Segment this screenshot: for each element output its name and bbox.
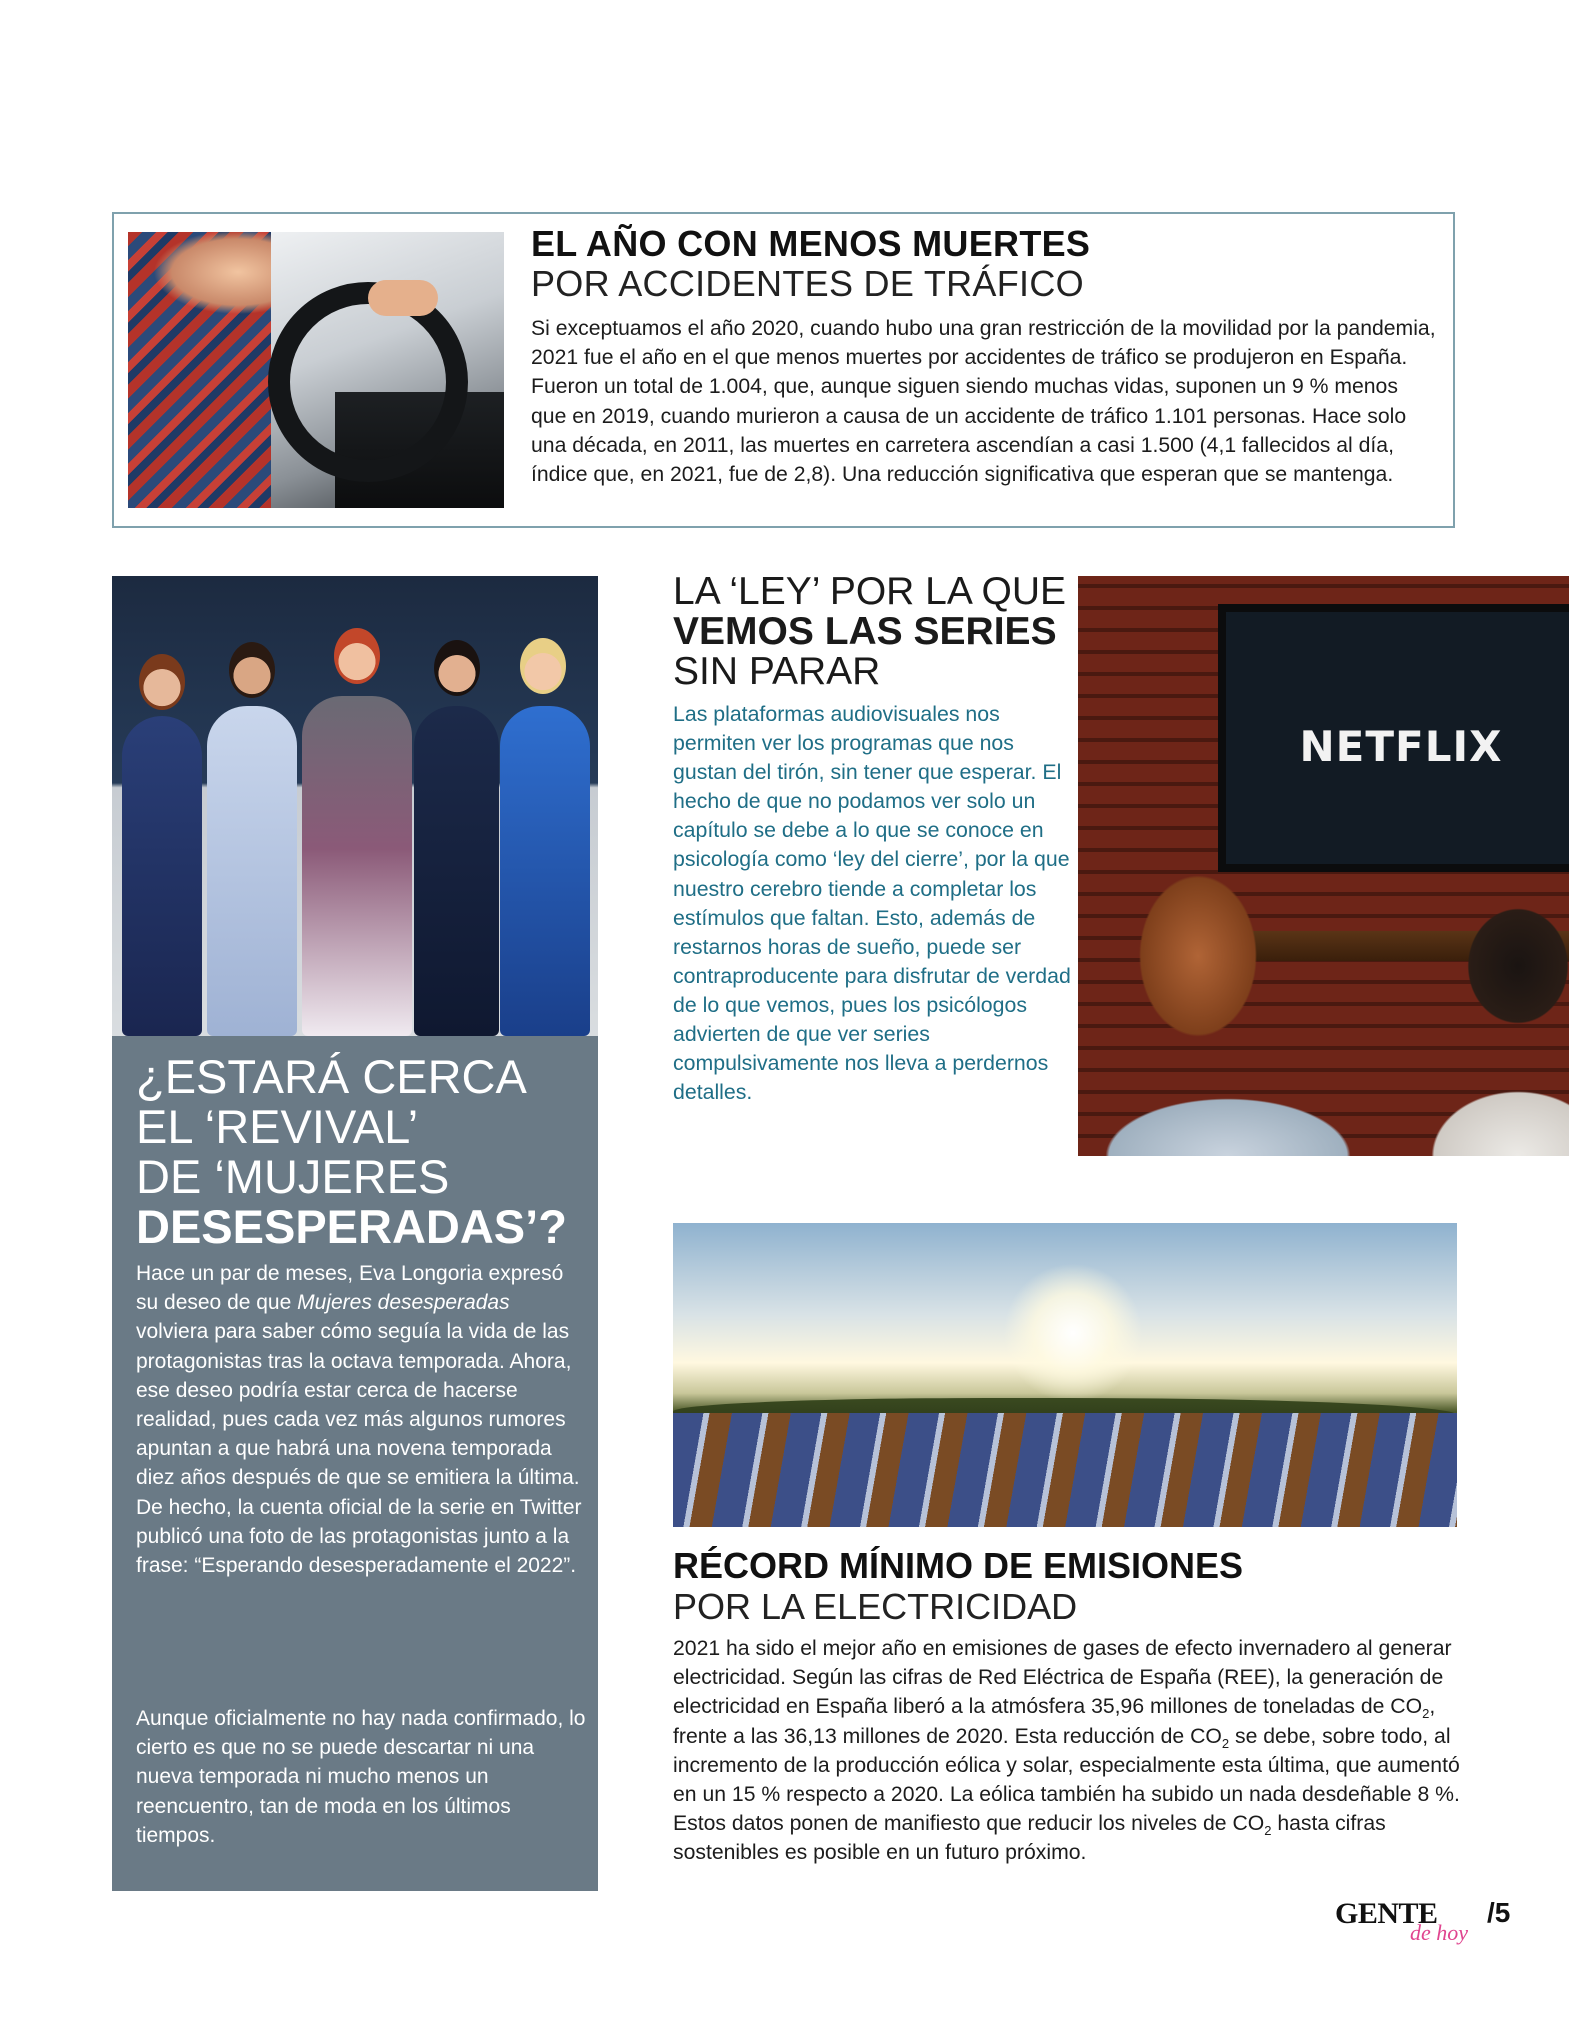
brand-script: de hoy [1410,1920,1469,1945]
revival-p1-before: Hace un par de meses, Eva Longoria expresó su deseo de que [136,1262,564,1315]
hand [368,280,438,316]
head-4 [434,640,480,696]
emissions-body-2: , frente a las 36,13 millones de 2020. Esta reducción de CO [673,1695,1436,1748]
emissions-body-1: 2021 ha sido el mejor año en emisiones de gases de efecto invernadero al generar electricidad. Según las cifras de Red Eléctrica de España (REE), la generación de electricidad en España liberó a la atmósfera 35,96 millones de toneladas de CO [673,1637,1452,1719]
gown-2 [207,706,297,1036]
gown-4 [414,706,499,1036]
solar-panels [673,1413,1457,1527]
co2-subscript: 2 [1422,1706,1430,1722]
series-title-part2: SIN PARAR [673,650,881,693]
series-title-part1: LA ‘LEY’ POR LA QUE [673,570,1067,613]
series-title-bold: VEMOS LAS SERIES [673,610,1057,653]
revival-title-bold: DESESPERADAS’? [136,1200,567,1253]
netflix-logo: NETFLIX [1299,722,1503,771]
co2-subscript: 2 [1264,1823,1272,1839]
gown-3 [302,696,412,1036]
solar-farm-photo [673,1223,1457,1527]
gown-1 [122,716,202,1036]
head-2 [229,642,275,698]
driver-photo [128,232,504,508]
emissions-title-light: POR LA ELECTRICIDAD [673,1586,1078,1627]
viewer-left [1078,826,1378,1156]
revival-p1-italic: Mujeres desesperadas [297,1291,510,1315]
traffic-title-bold: EL AÑO CON MENOS MUERTES [531,223,1091,264]
head-1 [139,654,185,710]
emissions-body [673,1634,1473,1868]
revival-paragraph-1 [136,1259,586,1580]
series-title [673,572,1093,692]
revival-title-line2: EL ‘REVIVAL’ [136,1100,419,1153]
brand-logo: GENTE [1335,1897,1438,1930]
revival-title [136,1052,586,1252]
page-number: /5 [1487,1897,1511,1928]
emissions-body-3: se debe, sobre todo, al incremento de la producción eólica y solar, especialmente esta última, que aumentó en un 15 % respecto a 2020. La eólica también ha subido un nada desdeñable 8 %. Estos datos ponen de manifiesto que reducir los niveles de CO [673,1724,1460,1836]
desperate-housewives-photo [112,576,598,1036]
co2-subscript: 2 [1221,1735,1230,1751]
traffic-body: Si exceptuamos el año 2020, cuando hubo una gran restricción de la movilidad por la pandemia, 2021 fue el año en el que menos muertes por accidentes de tráfico se produjeron en España. Fueron un total de 1.004, que, aunque siguen siendo muchas vidas, suponen un 9 % menos que en 2019, cuando murieron a causa de un accidente de tráfico 1.101 personas. Hace solo una década, en 2011, las muertes en carretera ascendían a casi 1.500 (4,1 fallecidos al día, índice que, en 2021, fue de 2,8). Una reducción significativa que esperan que se mantenga. [531,317,1436,487]
viewer-right [1408,876,1569,1156]
revival-p1-after: volviera para saber cómo seguía la vida de las protagonistas tras la octava temporada. Ahora, ese deseo podría estar cerca de hacerse realidad, pues cada vez más algunos rumores apuntan a que habrá una novena temporada diez años después de que se emitiera la última. De hecho, la cuenta oficial de la serie en Twitter publicó una foto de las protagonistas junto a la frase: “Esperando desesperadamente el 2022”. [136,1320,582,1578]
revival-title-line1: ¿ESTARÁ CERCA [136,1050,527,1103]
emissions-body-4: hasta cifras sostenibles es posible en un futuro próximo. [673,1812,1386,1865]
steering-wheel [268,282,468,482]
emissions-title-bold: RÉCORD MÍNIMO DE EMISIONES [673,1545,1244,1586]
revival-paragraph-2: Aunque oficialmente no hay nada confirmado, lo cierto es que no se puede descartar ni una nueva temporada ni mucho menos un reencuentro, tan de moda en los últimos tiempos. [136,1707,586,1847]
netflix-photo [1078,576,1569,1156]
revival-title-line3: DE ‘MUJERES [136,1150,450,1203]
head-3 [334,628,380,684]
gown-5 [500,706,590,1036]
head-5 [520,638,566,694]
series-body: Las plataformas audiovisuales nos permiten ver los programas que nos gustan del tirón, sin tener que esperar. El hecho de que no podamos ver solo un capítulo se debe a lo que se conoce en psicología como ‘ley del cierre’, por la que nuestro cerebro tiende a completar los estímulos que faltan. Esto, además de restarnos horas de sueño, puede ser contraproducente para disfrutar de verdad de lo que vemos, pues los psicólogos advierten de que ver series compulsivamente nos lleva a perdernos detalles. [673,702,1071,1105]
traffic-title-light: POR ACCIDENTES DE TRÁFICO [531,263,1084,304]
sun [1003,1263,1143,1403]
